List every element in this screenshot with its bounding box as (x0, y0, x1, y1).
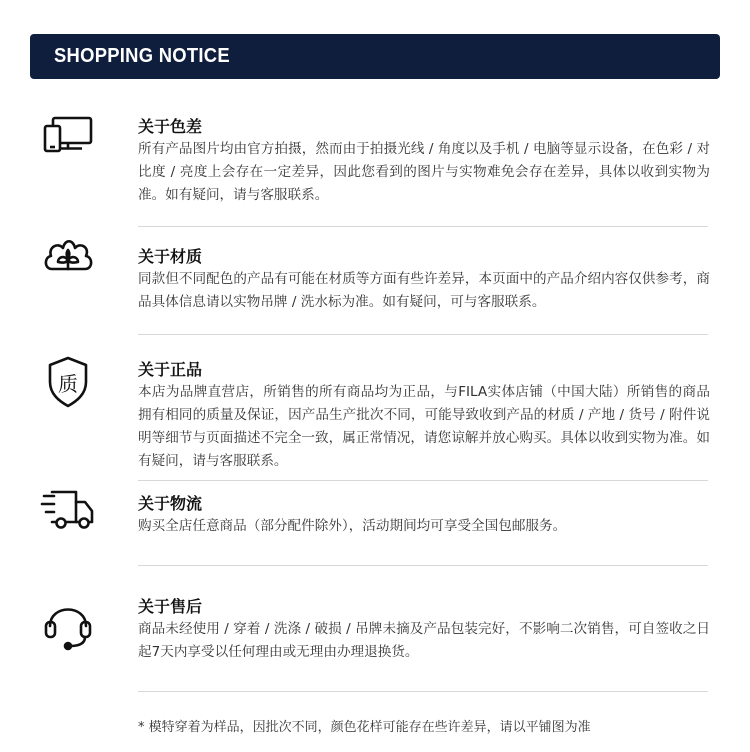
section-title: 关于正品 (138, 360, 203, 379)
quality-shield-icon (40, 354, 96, 410)
page-title: SHOPPING NOTICE (54, 45, 230, 67)
cotton-icon (40, 227, 96, 283)
headset-icon (40, 596, 96, 652)
devices-icon (40, 107, 96, 163)
section-body: 商品未经使用 / 穿着 / 洗涤 / 破损 / 吊牌未摘及产品包装完好，不影响二次销售，可自签收之日起7天内享受以任何理由或无理由办理退换货。 (138, 621, 710, 660)
section-body: 购买全店任意商品（部分配件除外），活动期间均可享受全国包邮服务。 (138, 518, 567, 534)
divider (138, 480, 708, 481)
section-title: 关于物流 (138, 494, 203, 513)
section-body: 同款但不同配色的产品有可能在材质等方面有些许差异，本页面中的产品介绍内容仅供参考，商品具体信息请以实物吊牌 / 洗水标为准。如有疑问，可与客服联系。 (138, 271, 710, 310)
divider (138, 334, 708, 335)
divider (138, 691, 708, 692)
svg-text:质: 质 (58, 372, 78, 396)
section-title: 关于售后 (138, 597, 203, 616)
divider (138, 565, 708, 566)
shopping-notice-header (30, 34, 720, 79)
delivery-truck-icon (40, 482, 96, 538)
footnote: * 模特穿着为样品，因批次不同，颜色花样可能存在些许差异，请以平铺图为准 (138, 720, 591, 735)
divider (138, 226, 708, 227)
section-body: 所有产品图片均由官方拍摄，然而由于拍摄光线 / 角度以及手机 / 电脑等显示设备，在色彩 / 对比度 / 亮度上会存在一定差异，因此您看到的图片与实物难免会存在差异，具体以收到实物为准。如有疑问，请与客服联系。 (138, 141, 710, 203)
section-title: 关于色差 (138, 117, 203, 136)
section-title: 关于材质 (138, 247, 203, 266)
section-body: 本店为品牌直营店，所销售的所有商品均为正品，与FILA实体店铺（中国大陆）所销售的商品拥有相同的质量及保证，因产品生产批次不同，可能导致收到产品的材质 / 产地 / 货号 / 附件说明等细节与页面描述不完全一致，属正常情况，请您谅解并放心购买。具体以收到实物为准。如有疑问，请与客服联系。 (138, 384, 710, 469)
